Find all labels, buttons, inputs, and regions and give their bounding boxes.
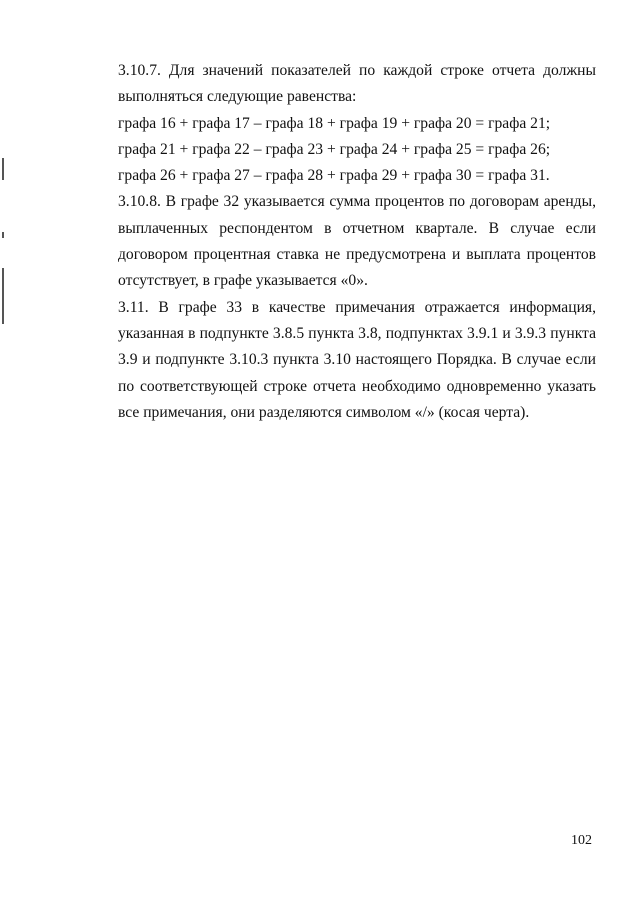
- formula-line: графа 21 + графа 22 – графа 23 + графа 24 + графа 25 = графа 26;: [118, 140, 551, 158]
- paragraph-3-11: 3.11. В графе 33 в качестве примечания отражается информация, указанная в подпункте 3.8.5 пункта 3.8, подпунктах 3.9.1 и 3.9.3 пункта 3.9 и подпункте 3.10.3 пункта 3.10 настоящего Порядка. В случае если по соответствующей строке отчета необходимо одновременно указать все примечания, они разделяются символом «/» (косая черта).: [118, 298, 596, 421]
- paragraph-3-10-8: 3.10.8. В графе 32 указывается сумма процентов по договорам аренды, выплаченных респондентом в отчетном квартале. В случае если договором процентная ставка не предусмотрена и выплата процентов отсутствует, в графе указывается «0».: [118, 193, 596, 290]
- scan-margin-mark: [2, 268, 4, 324]
- formula-line: графа 26 + графа 27 – графа 28 + графа 29 + графа 30 = графа 31.: [118, 167, 550, 185]
- paragraph-text: 3.10.7. Для значений показателей по каждой строке отчета должны выполняться следующие равенства:: [118, 62, 596, 106]
- scan-margin-mark: [2, 158, 4, 180]
- scan-margin-mark: [2, 232, 4, 238]
- document-body: [118, 58, 596, 426]
- formula-line: графа 16 + графа 17 – графа 18 + графа 19 + графа 20 = графа 21;: [118, 114, 551, 132]
- page-number: 102: [571, 833, 592, 848]
- paragraph-3-10-7: [118, 58, 596, 111]
